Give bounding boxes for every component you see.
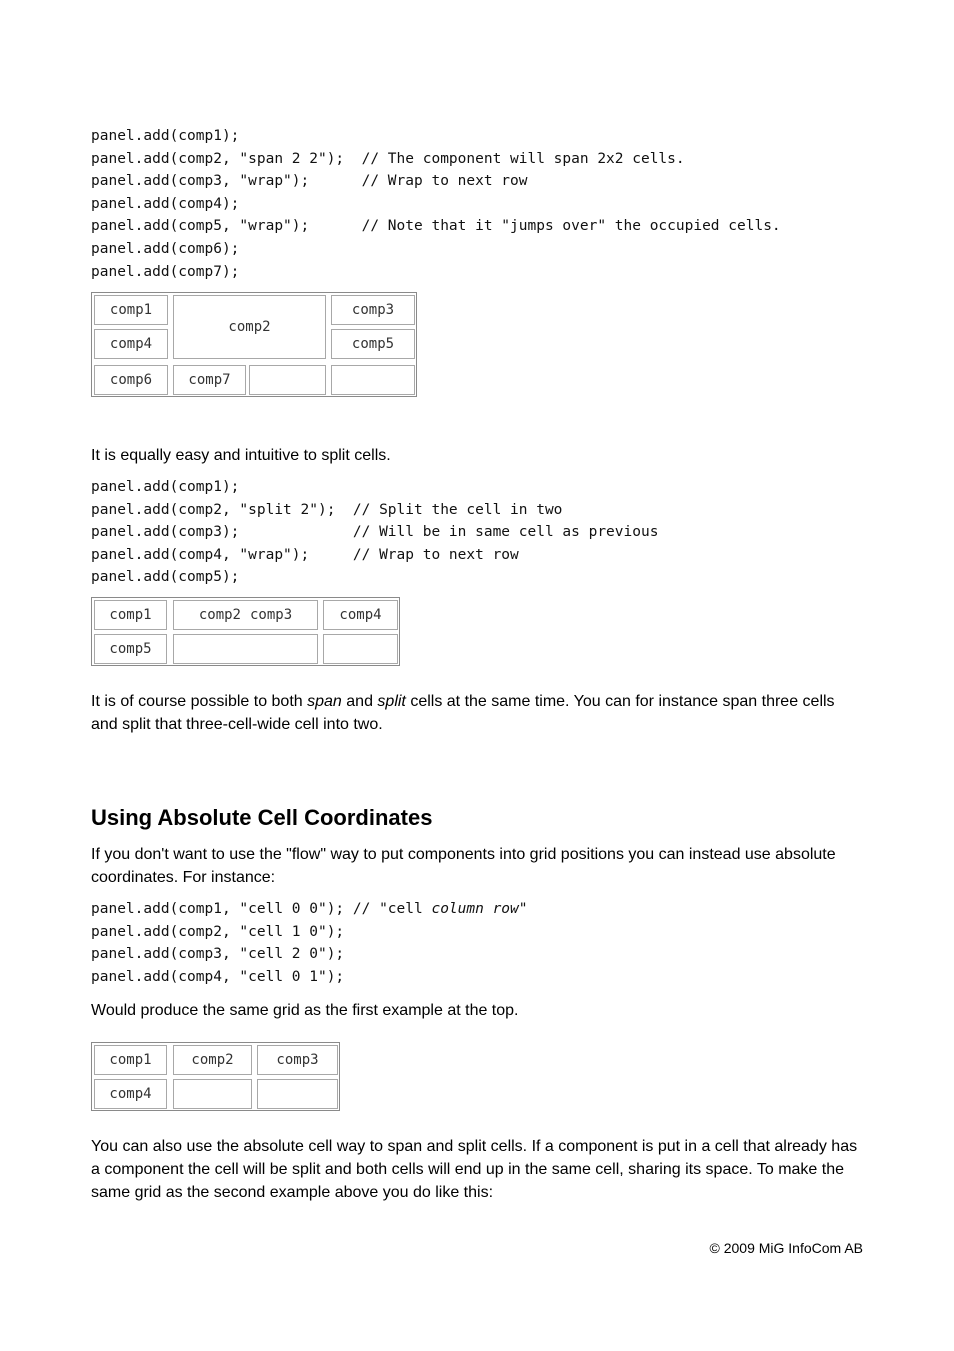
- paragraph-split-intro: It is equally easy and intuitive to split cells.: [91, 447, 391, 464]
- code-line: panel.add(comp3, "wrap"); // Wrap to next row: [91, 173, 528, 190]
- grid-cell-comp3: comp3: [257, 1045, 338, 1075]
- grid-cell-comp4: comp4: [94, 329, 168, 359]
- footer-copyright: © 2009 MiG InfoCom AB: [709, 1240, 863, 1256]
- code-block-span: [91, 125, 781, 283]
- grid-cell-comp5: comp5: [94, 634, 167, 664]
- code-line: panel.add(comp7);: [91, 263, 240, 280]
- grid-cell-comp2: comp2: [173, 1045, 252, 1075]
- grid-cell-comp1: comp1: [94, 295, 168, 325]
- paragraph-same-grid: Would produce the same grid as the first example at the top.: [91, 1002, 519, 1019]
- code-block-absolute: [91, 898, 528, 988]
- grid-cell-comp4: comp4: [323, 600, 398, 630]
- code-line: panel.add(comp2, "split 2"); // Split the cell in two: [91, 501, 563, 518]
- code-line: panel.add(comp4);: [91, 195, 240, 212]
- code-line: panel.add(comp1, "cell 0 0"); // "cell column row": [91, 901, 528, 917]
- code-line: panel.add(comp1);: [91, 479, 240, 495]
- code-line: panel.add(comp1);: [91, 128, 240, 144]
- grid-cell-empty: [331, 365, 415, 395]
- code-line: panel.add(comp3, "cell 2 0");: [91, 946, 345, 963]
- grid-cell-empty: [249, 365, 326, 395]
- grid-cell-comp1: comp1: [94, 600, 167, 630]
- grid-cell-empty: [173, 1079, 252, 1109]
- code-line: panel.add(comp6);: [91, 240, 240, 257]
- code-line: panel.add(comp2, "span 2 2"); // The component will span 2x2 cells.: [91, 150, 685, 167]
- grid-cell-empty: [323, 634, 398, 664]
- grid-cell-empty: [173, 634, 318, 664]
- code-line: panel.add(comp3); // Will be in same cell as previous: [91, 524, 659, 541]
- code-line: panel.add(comp2, "cell 1 0");: [91, 923, 345, 940]
- code-line: panel.add(comp4, "cell 0 1");: [91, 968, 345, 985]
- grid-cell-comp5: comp5: [331, 329, 415, 359]
- grid-cell-comp7: comp7: [173, 365, 246, 395]
- section-heading: Using Absolute Cell Coordinates: [91, 805, 433, 830]
- code-line: panel.add(comp5, "wrap"); // Note that it "jumps over" the occupied cells.: [91, 218, 781, 235]
- paragraph-absolute-span-split: You can also use the absolute cell way to span and split cells. If a component is put in a cell that already has a component the cell will be split and both cells will end up in the same cell, sharing its space. To make the same grid as the second example above you do like this:: [91, 1138, 858, 1201]
- grid-absolute-example: [91, 1042, 340, 1111]
- code-block-split: [91, 476, 658, 589]
- grid-span-example: [91, 292, 417, 397]
- grid-cell-comp1: comp1: [94, 1045, 167, 1075]
- code-line: panel.add(comp5);: [91, 569, 240, 586]
- grid-cell-comp6: comp6: [94, 365, 168, 395]
- grid-cell-empty: [257, 1079, 338, 1109]
- paragraph-span-and-split: It is of course possible to both span and split cells at the same time. You can for instance span three cells and split that three-cell-wide cell into two.: [91, 693, 835, 733]
- code-line: panel.add(comp4, "wrap"); // Wrap to next row: [91, 546, 519, 563]
- grid-split-example: [91, 597, 400, 666]
- grid-cell-comp3: comp3: [331, 295, 415, 325]
- paragraph-absolute-intro: If you don't want to use the "flow" way to put components into grid positions you can instead use absolute coordinates. For instance:: [91, 846, 836, 886]
- grid-cell-comp2: comp2: [173, 295, 326, 359]
- grid-cell-comp4: comp4: [94, 1079, 167, 1109]
- grid-cell-comp2-comp3: comp2 comp3: [173, 600, 318, 630]
